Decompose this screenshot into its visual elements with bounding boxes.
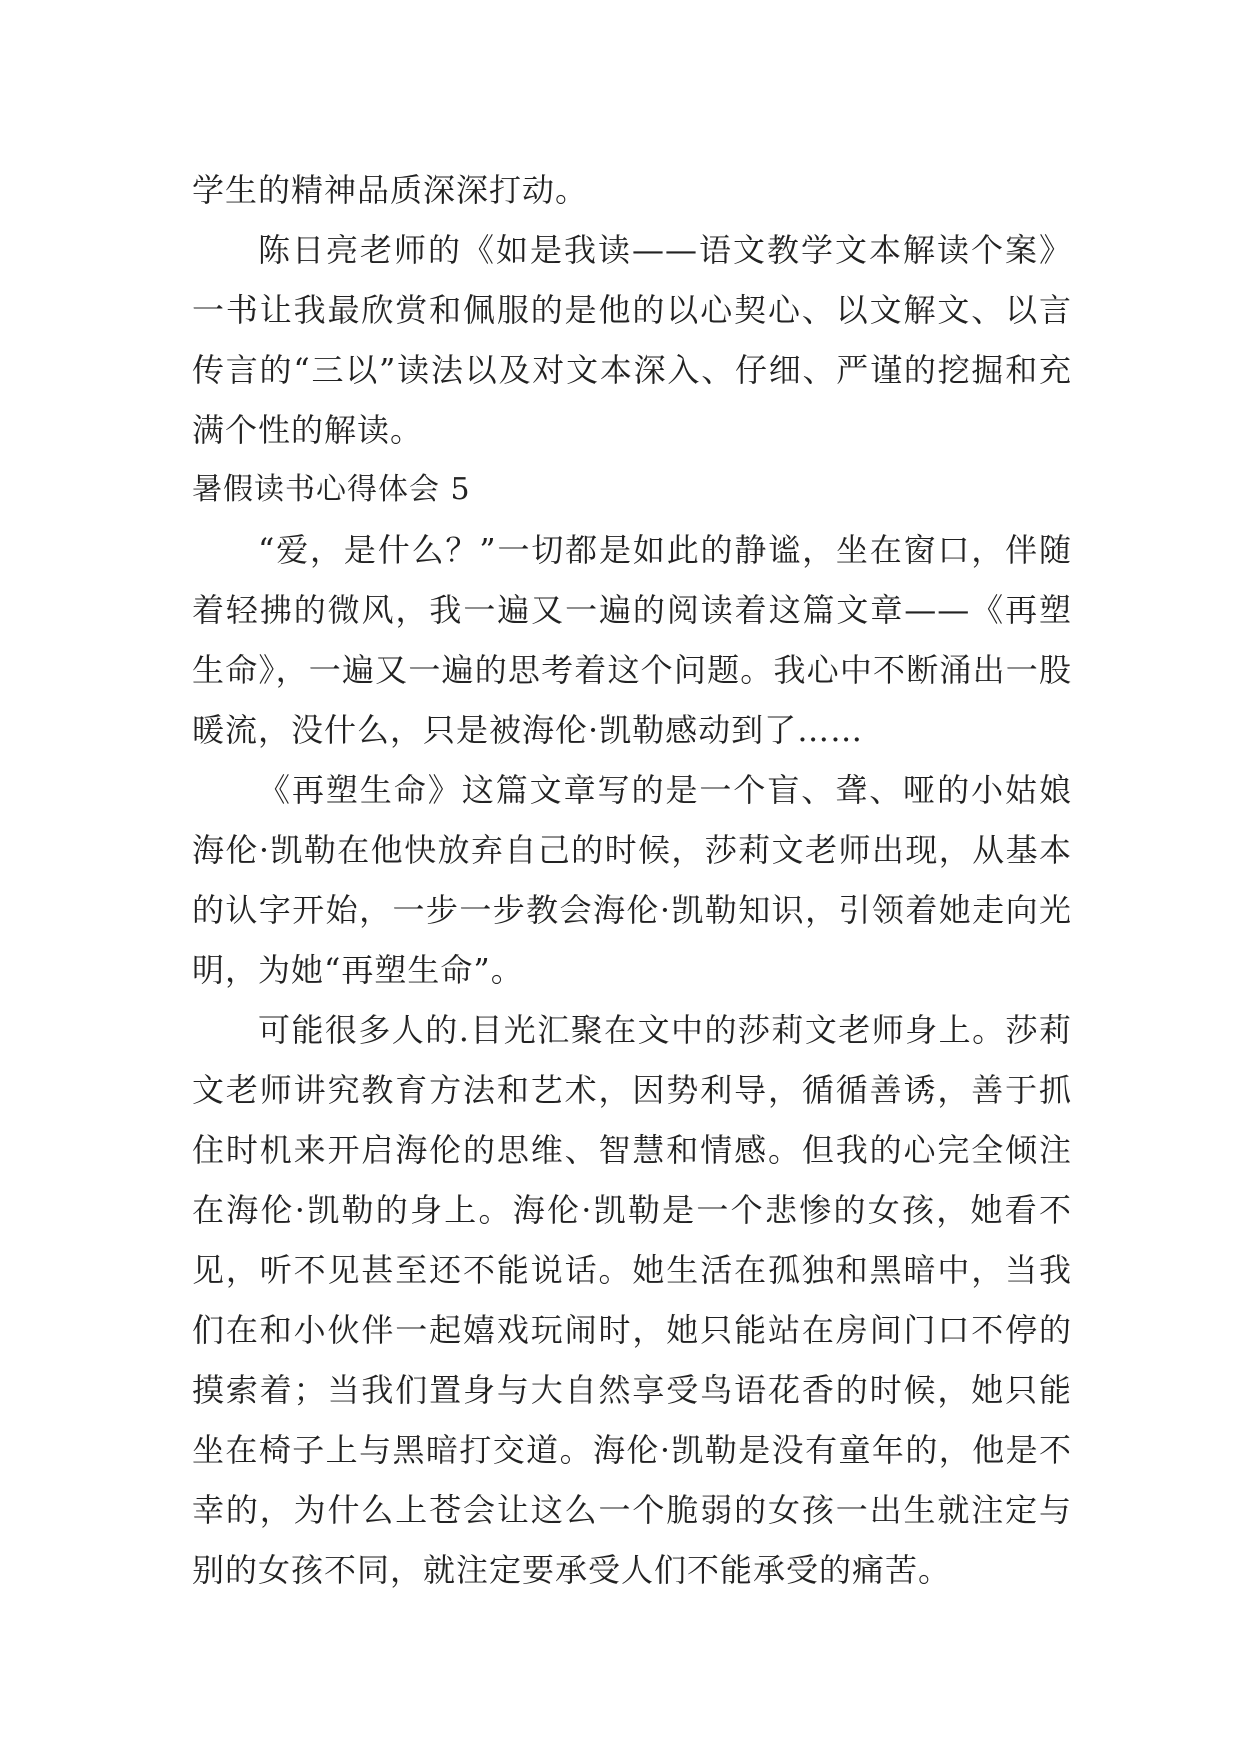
paragraph-4: 《再塑生命》这篇文章写的是一个盲、聋、哑的小姑娘海伦·凯勒在他快放弃自己的时候，莎莉文老师出现，从基本的认字开始，一步一步教会海伦·凯勒知识，引领着她走向光明，为她“再塑生命”。 (192, 771, 1072, 989)
paragraph-2: 陈日亮老师的《如是我读——语文教学文本解读个案》一书让我最欣赏和佩服的是他的以心契心、以文解文、以言传言的“三以”读法以及对文本深入、仔细、严谨的挖掘和充满个性的解读。 (192, 231, 1072, 449)
paragraph-3: “爱，是什么？”一切都是如此的静谧，坐在窗口，伴随着轻拂的微风，我一遍又一遍的阅读着这篇文章——《再塑生命》，一遍又一遍的思考着这个问题。我心中不断涌出一股暖流，没什么，只是被海伦·凯勒感动到了…… (192, 531, 1072, 749)
paragraph-1: 学生的精神品质深深打动。 (192, 171, 589, 209)
section-heading: 暑假读书心得体会 5 (192, 472, 471, 507)
paragraph-5: 可能很多人的.目光汇聚在文中的莎莉文老师身上。莎莉文老师讲究教育方法和艺术，因势利导，循循善诱，善于抓住时机来开启海伦的思维、智慧和情感。但我的心完全倾注在海伦·凯勒的身上。海伦·凯勒是一个悲惨的女孩，她看不见，听不见甚至还不能说话。她生活在孤独和黑暗中，当我们在和小伙伴一起嬉戏玩闹时，她只能站在房间门口不停的摸索着；当我们置身与大自然享受鸟语花香的时候，她只能坐在椅子上与黑暗打交道。海伦·凯勒是没有童年的，他是不幸的，为什么上苍会让这么一个脆弱的女孩一出生就注定与别的女孩不同，就注定要承受人们不能承受的痛苦。 (192, 1011, 1072, 1589)
document-body (192, 160, 1072, 1600)
